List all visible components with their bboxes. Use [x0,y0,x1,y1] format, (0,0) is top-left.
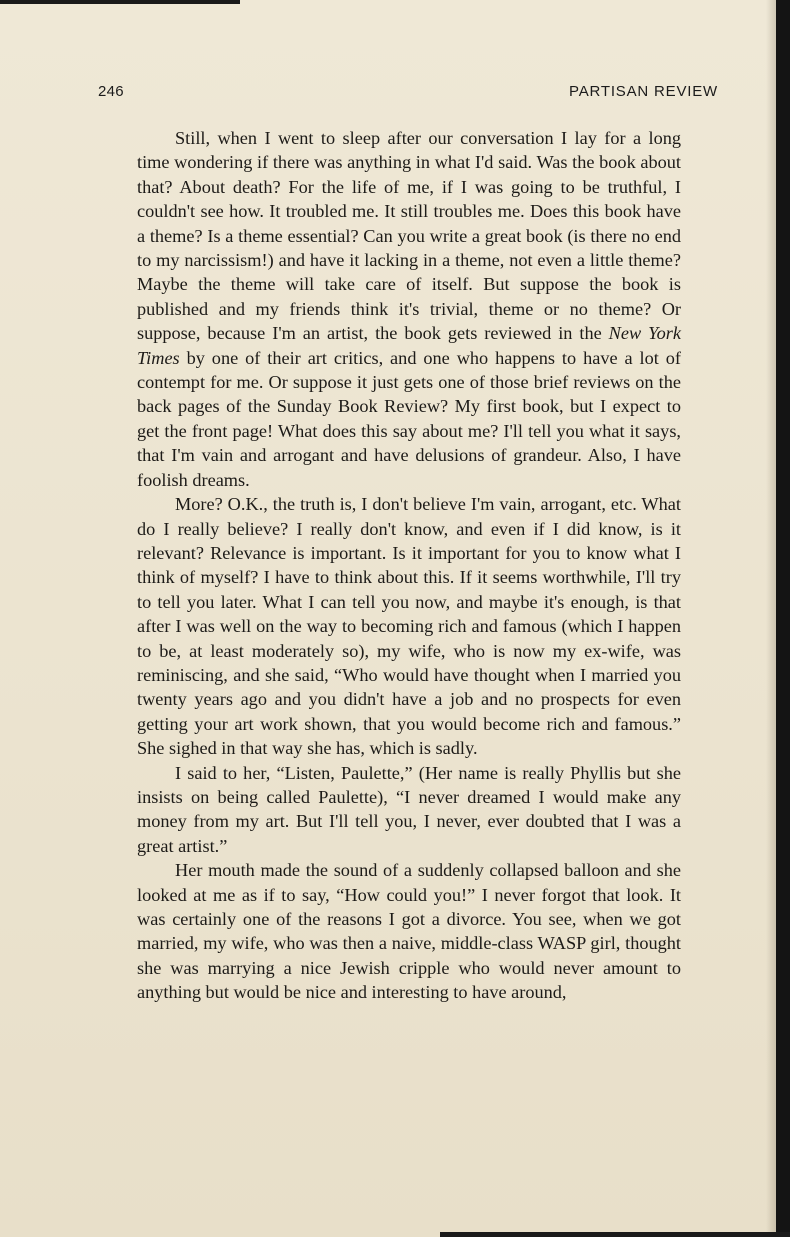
gutter-shadow [766,0,776,1237]
top-edge-shadow [0,0,240,4]
body-text [137,126,681,1005]
paragraph-1-italic-title: New York Times [137,323,681,368]
paragraph-4: Her mouth made the sound of a suddenly collapsed balloon and she looked at me as if to say, “How could you!” I never forgot that look. It was certainly one of the reasons I got a divorce. You see, when we got married, my wife, who was then a naive, middle-class WASP girl, thought she was marrying a nice Jewish cripple who would never amount to anything but would be nice and interesting to have around, [137,860,681,1003]
paragraph-2: More? O.K., the truth is, I don't believe I'm vain, arrogant, etc. What do I really believe? I really don't know, and even if I did know, is it relevant? Relevance is important. Is it important for you to know what I think of myself? I have to think about this. If it seems worthwhile, I'll try to tell you later. What I can tell you now, and maybe it's enough, is that after I was well on the way to becoming rich and famous (which I happen to be, at least moderately so), my wife, who is now my ex-wife, was reminiscing, and she said, “Who would have thought when I married you twenty years ago and you didn't have a job and no prospects for even getting your art work shown, that you would become rich and famous.” She sighed in that way she has, which is sadly. [137,494,681,759]
running-head: PARTISAN REVIEW [569,83,718,100]
bottom-edge-shadow [440,1232,790,1237]
right-scan-edge [776,0,790,1237]
paragraph-1-text-after: by one of their art critics, and one who happens to have a lot of contempt for me. Or suppose it just gets one of those brief reviews on the back pages of the Sunday Book Review? My first book, but I expect to get the front page! What does this say about me? I'll tell you what it says, that I'm vain and arrogant and have delusions of grandeur. Also, I have foolish dreams. [137,347,681,490]
paragraph-1-text-before: Still, when I went to sleep after our conversation I lay for a long time wondering if there was anything in what I'd said. Was the book about that? About death? For the life of me, if I was going to be truthful, I couldn't see how. It troubled me. It still troubles me. Does this book have a theme? Is a theme essential? Can you write a great book (is there no end to my narcissism!) and have it lacking in a theme, not even a little theme? Maybe the theme will take care of itself. But suppose the book is published and my friends think it's trivial, theme or no theme? Or suppose, because I'm an artist, the book gets reviewed in the [137,128,681,344]
page-number: 246 [98,83,124,100]
paragraph-3: I said to her, “Listen, Paulette,” (Her name is really Phyllis but she insists on being called Paulette), “I never dreamed I would make any money from my art. But I'll tell you, I never, ever doubted that I was a great artist.” [137,762,681,856]
paragraph-1 [137,126,681,492]
